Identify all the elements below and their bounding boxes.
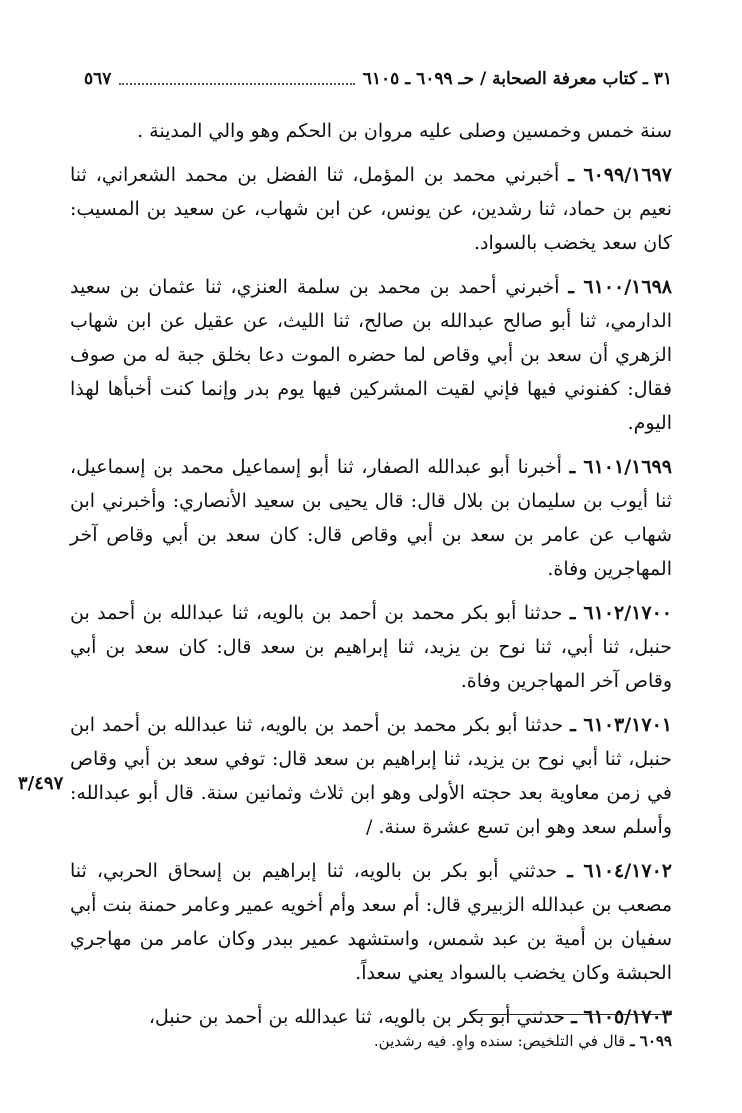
hadith-paragraph — [70, 596, 672, 698]
header-title: ٣١ ـ كتاب معرفة الصحابة / حـ ٦٠٩٩ ـ ٦١٠٥ — [362, 69, 672, 89]
paragraph-text: سنة خمس وخمسين وصلى عليه مروان بن الحكم وهو والي المدينة . — [137, 120, 672, 142]
hadith-text: أخبرنا أبو عبدالله الصفار، ثنا أبو إسماعيل محمد بن إسماعيل، ثنا أيوب بن سليمان بن بلال قال: قال يحيى بن سعيد الأنصاري: وأخبرني ابن شهاب عن عامر بن سعد بن أبي وقاص قال: كان سعد بن أبي وقاص آخر المهاجرين وفاة. — [70, 456, 672, 580]
main-text — [70, 114, 672, 1044]
hadith-number: ٦١٠١/١٦٩٩ ـ — [569, 456, 672, 478]
hadith-number: ٦٠٩٩/١٦٩٧ ـ — [568, 164, 672, 186]
hadith-paragraph — [70, 450, 672, 586]
hadith-text: حدثنا أبو بكر محمد بن أحمد بن بالويه، ثنا عبدالله بن أحمد ابن حنبل، ثنا أبي نوح بن يزيد، ثنا إبراهيم بن سعد قال: توفي سعد بن أبي وقاص في زمن معاوية بعد حجته الأولى وهو ابن ثلاث وثمانين سنة. قال أبو عبدالله: وأسلم سعد وهو ابن تسع عشرة سنة. / — [70, 714, 672, 838]
hadith-text: أخبرني محمد بن المؤمل، ثنا الفضل بن محمد الشعراني، ثنا نعيم بن حماد، ثنا رشدين، عن يونس، عن ابن شهاب، عن سعيد بن المسيب: كان سعد يخضب بالسواد. — [70, 164, 672, 254]
running-header — [84, 66, 672, 92]
page-number: ٥٦٧ — [84, 69, 112, 89]
hadith-paragraph — [70, 270, 672, 440]
hadith-text: حدثني أبو بكر بن بالويه، ثنا عبدالله بن أحمد بن حنبل، — [148, 1006, 566, 1028]
hadith-paragraph — [70, 158, 672, 260]
footnote-number: ٦٠٩٩ ـ — [630, 1032, 672, 1050]
hadith-number: ٦١٠٠/١٦٩٨ ـ — [568, 276, 672, 298]
header-dot-leader — [119, 73, 354, 85]
hadith-text: حدثني أبو بكر بن بالويه، ثنا إبراهيم بن إسحاق الحربي، ثنا مصعب بن عبدالله الزبيري قال: أم سعد وأم أخويه عمير وعامر حمنة بنت أبي سفيان بن أمية بن عبد شمس، واستشهد عمير ببدر وكان عامر من مهاجري الحبشة وكان يخضب بالسواد يعني سعداً. — [70, 860, 672, 984]
hadith-text: حدثنا أبو بكر محمد بن أحمد بن بالويه، ثنا عبدالله بن أحمد بن حنبل، ثنا أبي، ثنا نوح بن يزيد، ثنا إبراهيم بن سعد قال: كان سعد بن أبي وقاص آخر المهاجرين وفاة. — [70, 602, 672, 692]
hadith-paragraph — [70, 708, 672, 844]
footnote — [70, 1030, 672, 1052]
margin-reference: ٣/٤٩٧ — [18, 773, 64, 794]
hadith-paragraph — [70, 854, 672, 990]
hadith-number: ٦١٠٤/١٧٠٢ ـ — [567, 860, 673, 882]
footnote-divider — [470, 1014, 672, 1015]
hadith-text: أخبرني أحمد بن محمد بن سلمة العنزي، ثنا عثمان بن سعيد الدارمي، ثنا أبو صالح عبدالله بن صالح، ثنا الليث، عن عقيل عن ابن شهاب الزهري أن سعد بن أبي وقاص لما حضره الموت دعا بخلق جبة له من صوف فقال: كفنوني فيها فإني لقيت المشركين فيها يوم بدر وإنما كنت أخبأها لهذا اليوم. — [70, 276, 672, 434]
hadith-paragraph — [70, 1000, 672, 1034]
paragraph — [70, 114, 672, 148]
hadith-number: ٦١٠٥/١٧٠٣ ـ — [571, 1006, 672, 1028]
hadith-number: ٦١٠٢/١٧٠٠ ـ — [569, 602, 672, 624]
hadith-number: ٦١٠٣/١٧٠١ ـ — [570, 714, 673, 736]
footnote-text: قال في التلخيص: سنده واهٍ. فيه رشدين. — [373, 1032, 626, 1050]
